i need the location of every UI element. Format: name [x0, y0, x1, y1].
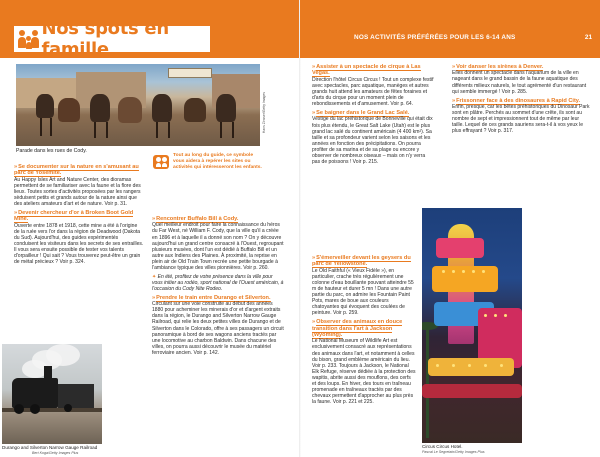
entry-body: Au Happy Isles Art and Nature Center, des dioramas permettent de se familiariser avec la faune et la flore des lieux. Toutes sortes d'activités proposées par les rangers sèduisent petits et grands autour de la nature ainsi que des ateliers amateurs d'art et de nature. Voir p. 31. [14, 176, 141, 207]
entry-yosemite [14, 164, 144, 207]
entry-title: »Observer des animaux en douce transition dans l'art à Jackson (Wyoming). [312, 319, 403, 338]
page-title: Nos spots en famille [41, 18, 169, 60]
entry-jackson [312, 319, 416, 405]
right-column-3 [312, 255, 416, 408]
entry-las-vegas [312, 64, 434, 107]
entry-title: »Se baigner dans le Grand Lac Salé. [312, 110, 410, 117]
entry-buffalo-bill [152, 216, 284, 271]
entry-rodeo-note [152, 274, 284, 292]
entry-title: »Assister à un spectacle de cirque à Las Vegas. [312, 64, 421, 77]
train-photo-caption: Durango and Silverton Narrow Gauge Railroad [2, 445, 98, 450]
cody-photo-caption: Parade dans les rues de Cody. [16, 148, 87, 154]
entry-durango-train [152, 295, 284, 356]
child-icon [152, 153, 170, 171]
entry-body: Ouverte entre 1878 et 1918, cette mine a été à l'origine de la ruée vers l'or dans la région de Deadwood (Dakota du Sud). Aujourd'hui, des guides expérimentés conduisent les visiteurs dans les secrets de ses entrailles. Il vous sera ensuite possible de tester vos talents d'orpailleur ! Qui sait ? Vous trouverez peut-être un grain de métal précieux ? Voir p. 324. [14, 222, 144, 266]
entry-denver [452, 64, 592, 95]
right-page [300, 0, 600, 457]
durango-train-photo [2, 344, 102, 444]
family-icon [18, 29, 36, 49]
entry-body: Direction l'hôtel Circus Circus ! Tout un complexe festif avec spectacles, parc aquatique, manèges et autres grands huit attend les amateurs de fêtes foraines et d'arts du cirque pour un moment plein de rebondissements et d'amusement. Voir p. 64. [312, 76, 434, 107]
circus-hotel-photo [422, 208, 522, 443]
entry-title: »Voir danser les sirènes à Denver. [452, 64, 544, 70]
entry-title: »Devenir chercheur d'or à Broken Boot Gold Mine. [14, 210, 134, 223]
entry-body: Le Old Faithful (« Vieux Fidèle »), en particulier, crache très régulièrement une colonne d'eau bouillante pouvant atteindre 55 m de hauteur et durer 5 mn ! Dans une autre partie du parc, on admire les Fountain Paint Pots, mares de boue aux couleurs chatoyantes qui évoquent des coulées de peinture. Voir p. 259. [312, 267, 414, 317]
left-column-1 [14, 164, 144, 268]
left-column-2 [152, 216, 284, 359]
entry-title: »Prendre le train entre Durango et Silverton. [152, 294, 271, 301]
entry-body: Circulant sur une voie construite au début des années 1880 pour acheminer les minerais d'or et d'argent extraits dans la région, le Durango and Silverton Narrow Gauge Railroad, qui relie les deux petites villes de Durango et de Silverton dans le Colorado, offre à ses passagers un circuit panoramique à bord de ses wagons anciens tractés par une locomotive au charbon Baldwin. Dans chacune des villes, on pourra aussi découvrir le musée du matériel ferroviaire ancien. Voir p. 142. [152, 301, 284, 356]
entry-body: Quel meilleur endroit pour faire la connaissance du héros du Far West, né William F. Cody, que la ville qu'il a créée en 1896 et à laquelle il a donné son nom ? On y découvre aujourd'hui un grand centre consacré à l'Ouest, regroupant plusieurs musées, dont l'un est dédié à Buffalo Bill et un autre aux Indiens des Plaines. À proximité, la reprise en plein air de Old Train Town recrée une petite bourgade à l'ambiance typique des villes pionnières. Voir p. 260. [152, 222, 284, 271]
entry-salt-lake [312, 110, 434, 165]
left-header-band [0, 0, 300, 58]
train-photo-credit: Bert Koga/Getty Images Plus [32, 451, 79, 455]
entry-title: »Se documenter sur la nature en s'amusant au parc de Yosemite. [14, 164, 139, 177]
right-column-2 [452, 64, 592, 137]
entry-broken-boot [14, 210, 144, 265]
circus-photo-caption: Circus Circus Hotel. [422, 444, 463, 449]
entry-body: Le National Museum of Wildlife Art est exclusivement consacré aux représentations des animaux dans l'art, et notamment à celles du bison, grand emblème américain du lieu. Voir p. 233. Toujours à Jackson, le National Elk Refuge, réserve dédiée à la protection des wapitis, abrite aussi des mouflons, des cerfs et des loups. En hiver, des tours en traîneau promenade en traîneaux tractés par des chevaux permettent d'approcher au plus près la faune. Voir p. 221 et 225. [312, 338, 416, 405]
circus-photo-credit: Pascal Le Segretain/Getty Images Plus [422, 450, 485, 454]
cody-photo-credit: Hans Zinsser/Getty Images [262, 92, 266, 134]
running-head: NOS ACTIVITÉS PRÉFÉRÉES POUR LES 6-14 ANS [354, 34, 516, 41]
entry-body: Elles donnent un spectacle dans l'aquarium de la ville en nageant dans le grand bassin de la faune aquatique des différents milieux naturels, le tout agrémenté d'un restaurant qui semble immergé ! Voir p. 285. [452, 70, 587, 95]
entry-note: ✦ En été, profitez de votre présence dans la ville pour vous initier au rodéo, sport national de l'Ouest américain, à l'occasion du Cody Nite Rodeo. [152, 273, 284, 292]
page-number: 21 [584, 34, 592, 41]
right-column-1 [312, 64, 434, 168]
right-header-band [300, 0, 600, 58]
entry-title: »Rencontrer Buffalo Bill à Cody. [152, 216, 239, 222]
tip-text: Tout au long du guide, ce symbole vous aidera à repérer les sites ou activités qui intéresseront les enfants. [173, 153, 262, 170]
title-box [14, 18, 210, 60]
entry-body: Enfin, presque, car les bêtes préhistoriques du Dinosaur Park sont en plâtre. Perchés au sommet d'une crête, ils sont au nombre de sept et impressionnent tout de même par leur taille. Lequel de ces grands sauriens sera-t-il à vos yeux le plus effrayant ? Voir p. 317. [452, 104, 590, 135]
entry-yellowstone [312, 255, 416, 316]
entry-body: Vestige du lac préhistorique de Bonneville qui était dix fois plus étendu, le Great Salt Lake (Utah) est le plus grand lac salé du continent américain (4 400 km²). Sa taille et sa profondeur varient selon les saisons et les années en fonction des précipitations. On pourra profiter de sa marina et de sa plage ou encore y observer de nombreux oiseaux – mais on n'y verra pas de poissons ! Voir p. 215. [312, 116, 433, 165]
entry-title: »Frissonner face à des dinosaures à Rapid City. [452, 97, 581, 104]
entry-title: »S'émerveiller devant les geysers du parc de Yellowstone. [312, 255, 411, 268]
cody-parade-photo [16, 64, 260, 146]
entry-rapid-city [452, 98, 592, 135]
